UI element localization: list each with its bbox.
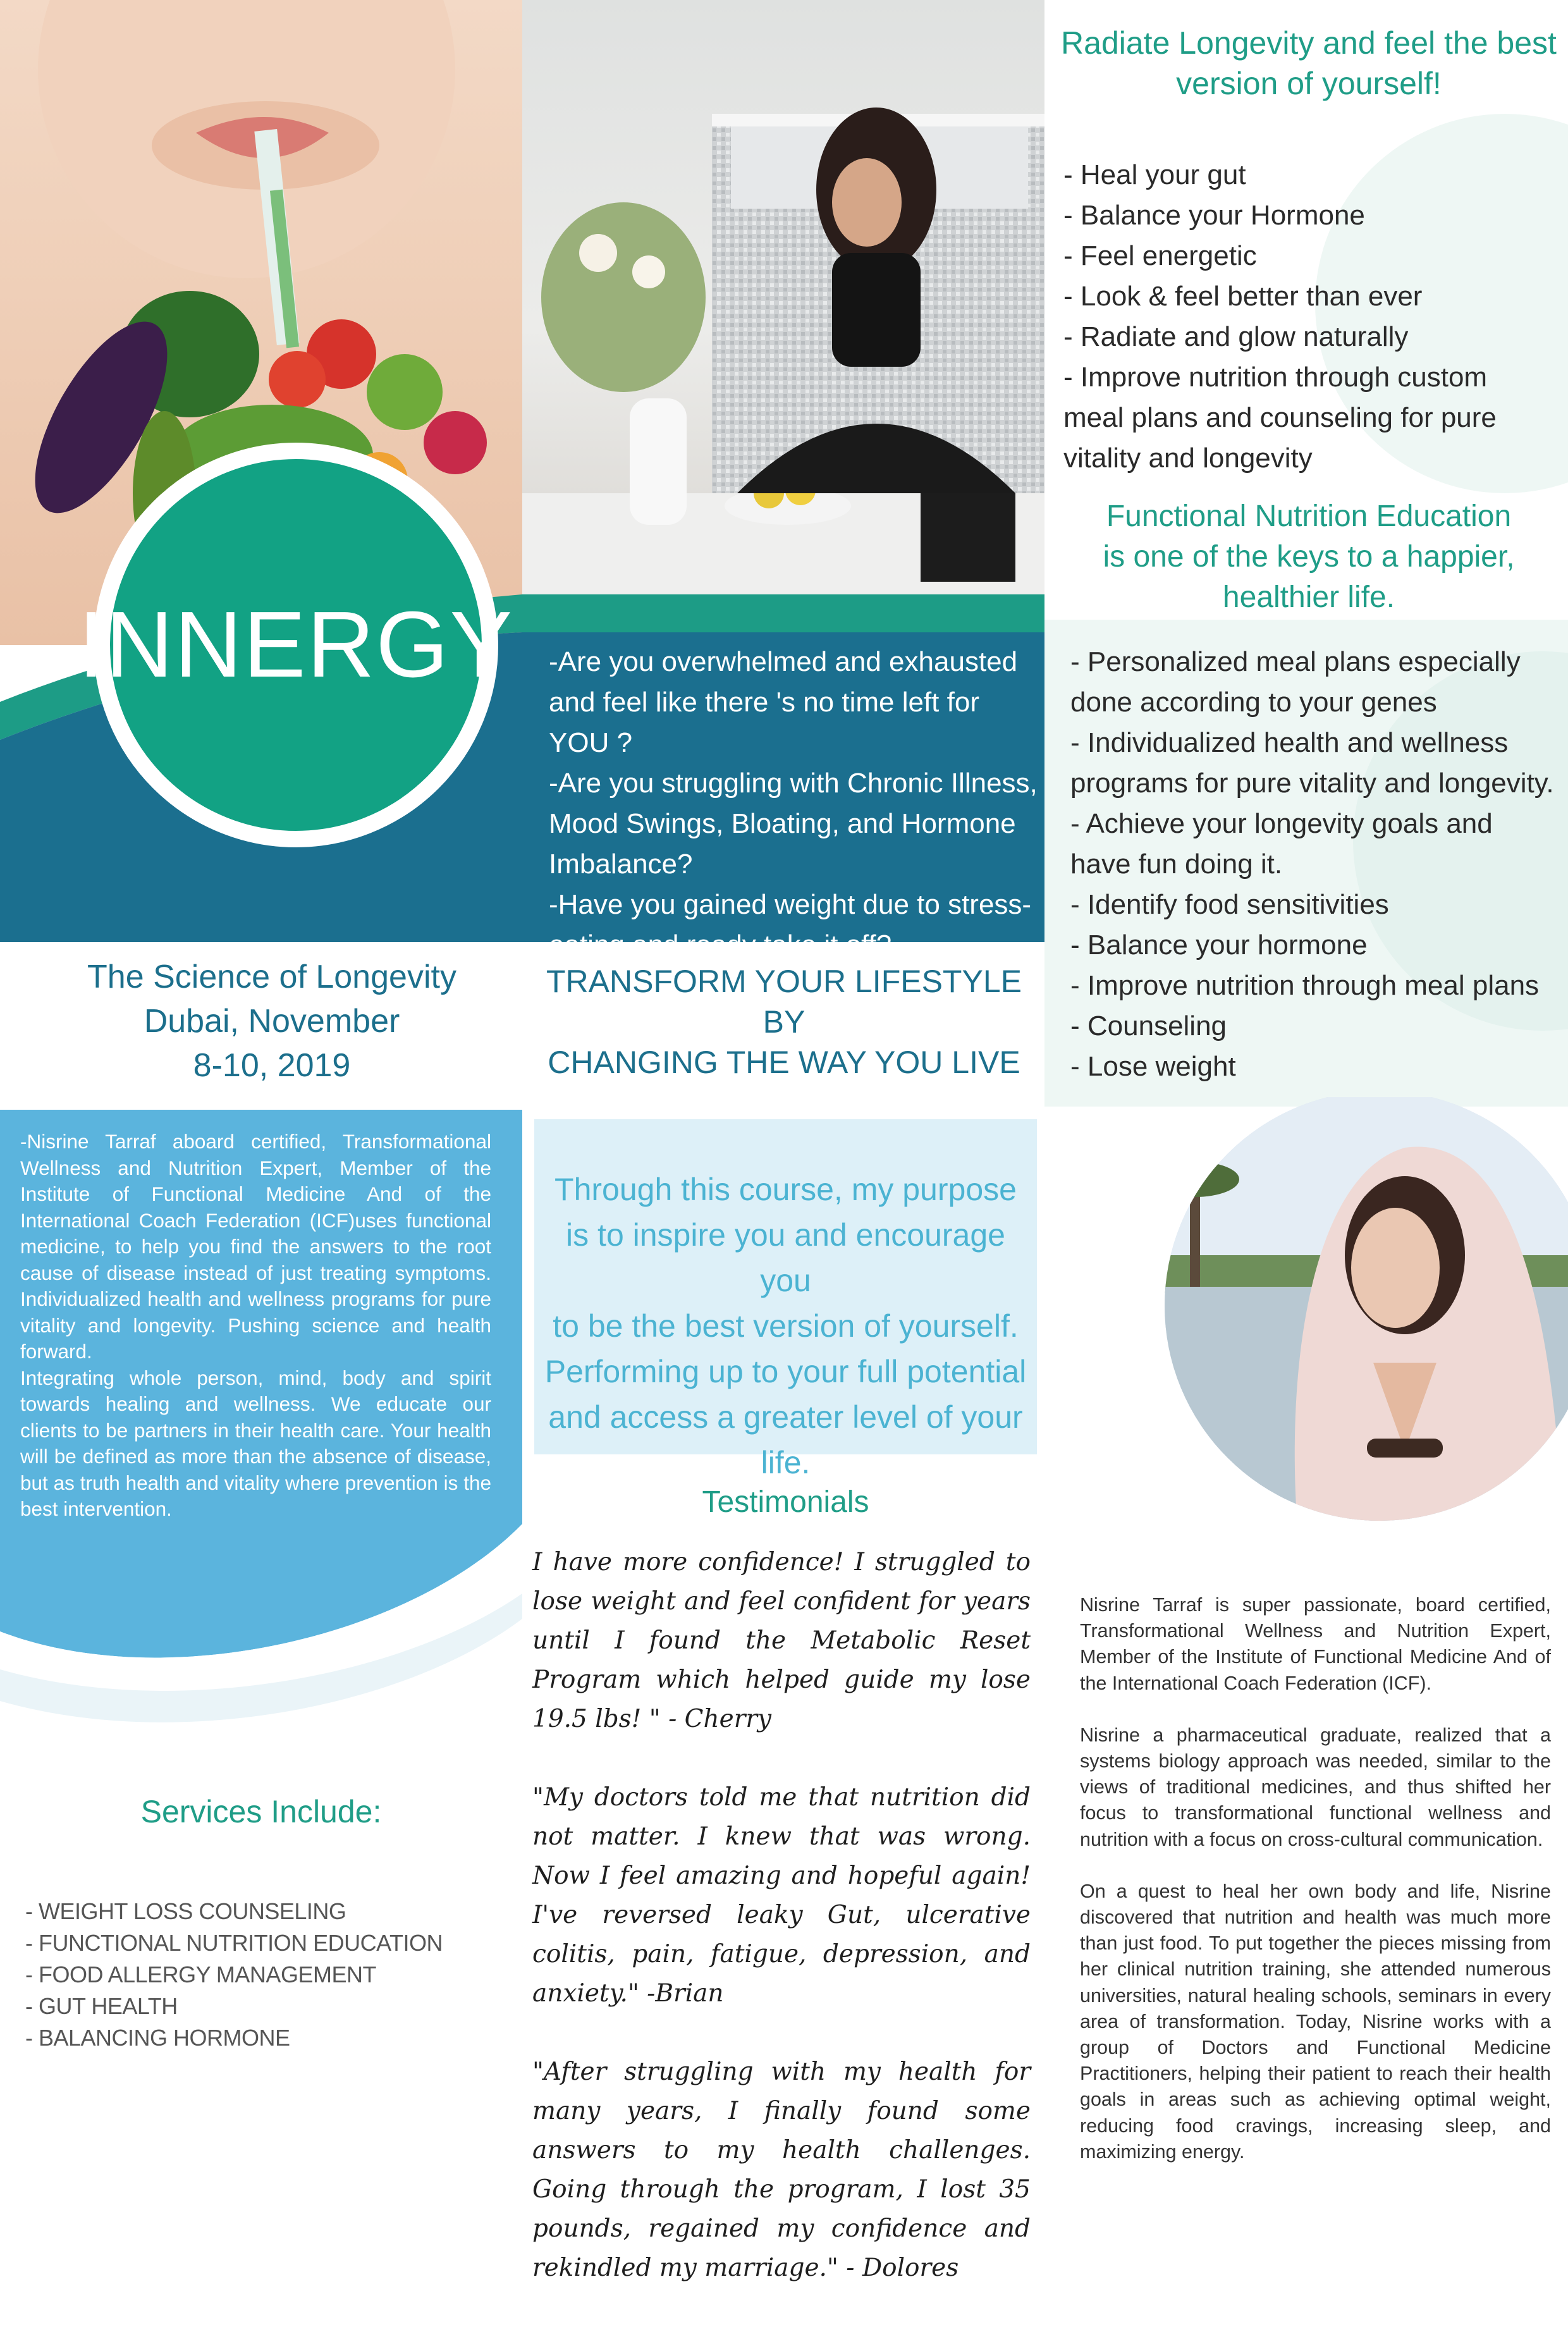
bio-right xyxy=(1080,1592,1551,2191)
benefit-item: - Radiate and glow naturally xyxy=(1063,321,1409,352)
benefit-item: - Look & feel better than ever xyxy=(1063,281,1423,312)
education-heading-line-3: healthier life. xyxy=(1222,580,1395,614)
service-item: - WEIGHT LOSS COUNSELING xyxy=(25,1898,346,1924)
education-heading-line-2: is one of the keys to a happier, xyxy=(1103,540,1515,574)
tagline-line-3: CHANGING THE WAY YOU LIVE xyxy=(548,1045,1020,1080)
event-info xyxy=(38,955,506,1088)
brand-logo-text: INNERGY xyxy=(78,592,514,697)
logo-circle xyxy=(78,443,514,847)
event-title: The Science of Longevity xyxy=(87,959,456,995)
tagline-line-1: TRANSFORM YOUR LIFESTYLE xyxy=(546,964,1022,999)
benefit-item: - Feel energetic xyxy=(1063,240,1257,271)
questions-text xyxy=(549,642,1042,966)
education-list xyxy=(1070,642,1557,1087)
bio-left-paragraph-2: Integrating whole person, mind, body and spirit towards healing and wellness. We educate our clients to be partners in their health care. Your health will be defined as more than the absence of disease, but as truth health and vitality where prevention is the best intervention. xyxy=(20,1366,491,1520)
photo-woman-praying xyxy=(1108,1097,1568,1527)
purpose-line: and access a greater level of your life. xyxy=(548,1399,1023,1480)
question-2: -Are you struggling with Chronic Illness, Mood Swings, Bloating, and Hormone Imbalance? xyxy=(549,768,1038,880)
purpose-line: Through this course, my purpose xyxy=(554,1172,1017,1207)
testimonial-cherry: I have more confidence! I struggled to lose weight and feel confident for years until I found the Metabolic Reset Program which helped guide my lose 19.5 lbs! " - Cherry xyxy=(532,1548,1031,1733)
event-dates: 8-10, 2019 xyxy=(193,1047,351,1084)
tagline-line-2: BY xyxy=(763,1004,805,1040)
purpose-line: is to inspire you and encourage you xyxy=(566,1217,1005,1298)
question-1: -Are you overwhelmed and exhausted and feel like there 's no time left for YOU ? xyxy=(549,646,1018,758)
bio-right-paragraph-3: On a quest to heal her own body and life, Nisrine discovered that nutrition and health was much more than just food. To put together the pieces missing from her clinical nutrition training, she attended numerous universities, natural healing schools, seminars in every area of transformation. Today, Nisrine works with a group of Doctors and Functional Medicine Practitioners, helping their patient to reach their health goals in areas such as achieving optimal weight, reducing food cravings, increasing sleep, and maximizing energy. xyxy=(1080,1880,1551,2163)
radiate-heading-line-1: Radiate Longevity and feel the best xyxy=(1061,25,1557,61)
testimonials-list xyxy=(532,1543,1031,2327)
testimonials-heading: Testimonials xyxy=(702,1485,869,1519)
service-item: - FUNCTIONAL NUTRITION EDUCATION xyxy=(25,1930,443,1956)
bio-right-paragraph-1: Nisrine Tarraf is super passionate, board certified, Transformational Wellness and Nutrition Expert, Member of the Institute of Functional Medicine And of the International Coach Federation (ICF). xyxy=(1080,1594,1551,1694)
purpose-line: to be the best version of yourself. xyxy=(553,1308,1019,1344)
bio-left xyxy=(20,1129,491,1523)
education-item: - Lose weight xyxy=(1070,1051,1236,1082)
education-item: - Achieve your longevity goals and have fun doing it. xyxy=(1070,808,1493,880)
benefit-item: - Heal your gut xyxy=(1063,159,1246,190)
question-3: -Have you gained weight due to stress-eating and ready take it off? xyxy=(549,889,1032,961)
services-list xyxy=(25,1896,506,2054)
education-item: - Identify food sensitivities xyxy=(1070,889,1389,920)
benefit-item: - Improve nutrition through custom meal plans and counseling for pure vitality and longevity xyxy=(1063,362,1497,474)
bio-right-paragraph-2: Nisrine a pharmaceutical graduate, realized that a systems biology approach was needed, similar to the views of traditional medicines, and thus shifted her focus to transformational functional wellness and nutrition with a focus on cross-cultural communication. xyxy=(1080,1724,1551,1850)
purpose-text xyxy=(544,1167,1027,1485)
radiate-heading xyxy=(1050,23,1568,104)
tagline xyxy=(544,961,1024,1083)
radiate-heading-line-2: version of yourself! xyxy=(1176,66,1442,101)
service-item: - GUT HEALTH xyxy=(25,1993,178,2019)
services-heading: Services Include: xyxy=(140,1794,382,1829)
benefit-item: - Balance your Hormone xyxy=(1063,200,1365,231)
testimonial-brian: "My doctors told me that nutrition did not matter. I knew that was wrong. Now I feel amazing and hopeful again! I've reversed leaky Gut, ulcerative colitis, pain, fatigue, depression, and anxiety." -Brian xyxy=(532,1783,1031,2008)
education-item: - Improve nutrition through meal plans xyxy=(1070,970,1540,1001)
education-heading xyxy=(1050,496,1568,618)
service-item: - BALANCING HORMONE xyxy=(25,2025,290,2051)
education-item: - Personalized meal plans especially done according to your genes xyxy=(1070,646,1521,718)
purpose-line: Performing up to your full potential xyxy=(544,1354,1027,1389)
benefits-list xyxy=(1063,155,1544,479)
education-item: - Balance your hormone xyxy=(1070,930,1368,961)
education-heading-line-1: Functional Nutrition Education xyxy=(1106,500,1512,533)
education-item: - Counseling xyxy=(1070,1010,1227,1041)
testimonial-dolores: "After struggling with my health for many years, I finally found some answers to my health challenges. Going through the program, I lost 35 pounds, regained my confidence and rekindled my marriage." - Dolores xyxy=(532,2058,1031,2282)
education-item: - Individualized health and wellness programs for pure vitality and longevity. xyxy=(1070,727,1554,799)
event-location: Dubai, November xyxy=(144,1003,400,1040)
bio-left-paragraph-1: -Nisrine Tarraf aboard certified, Transformational Wellness and Nutrition Expert, Member of the Institute of Functional Medicine And of the International Coach Federation (ICF)uses functional medicine, to help you find the answers to the root cause of disease instead of just treating symptoms. Individualized health and wellness programs for pure vitality and longevity. Pushing science and health forward. xyxy=(20,1130,491,1363)
service-item: - FOOD ALLERGY MANAGEMENT xyxy=(25,1962,376,1987)
